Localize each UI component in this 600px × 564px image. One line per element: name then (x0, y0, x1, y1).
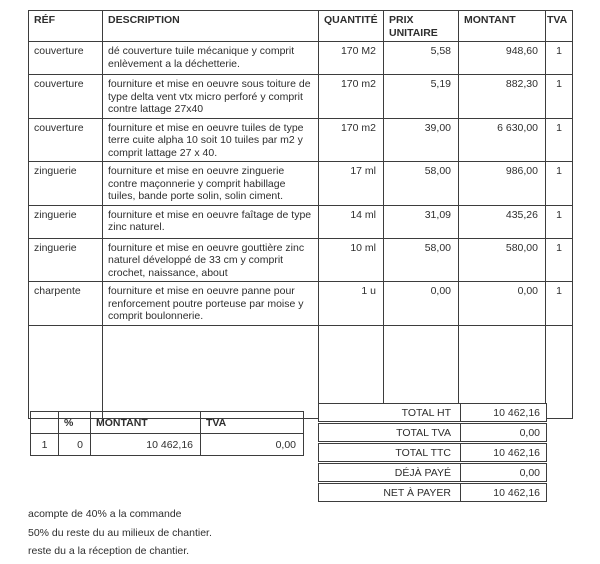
total-ht-value: 10 462,16 (460, 404, 546, 421)
ref-cell: charpente (29, 282, 103, 326)
tva-cell: 1 (546, 42, 573, 75)
payment-term-line: 50% du reste du au milieux de chantier. (28, 526, 212, 539)
deja-paye-value: 0,00 (460, 464, 546, 481)
table-row (29, 162, 573, 206)
total-ttc-value: 10 462,16 (460, 444, 546, 461)
quantity-cell: 170 M2 (319, 42, 384, 75)
header-tva: TVA (546, 11, 573, 42)
vat-data-row (31, 434, 304, 456)
ref-cell: zinguerie (29, 238, 103, 282)
vat-header-percent: % (59, 412, 91, 434)
quantity-cell: 10 ml (319, 238, 384, 282)
vat-percent-cell: 0 (59, 434, 91, 456)
total-tva-value: 0,00 (460, 424, 546, 441)
items-header-row (29, 11, 573, 42)
amount-cell: 948,60 (459, 42, 546, 75)
tva-cell: 1 (546, 75, 573, 119)
total-ttc-row (318, 443, 547, 462)
payment-term-line: reste du a la réception de chantier. (28, 545, 190, 557)
amount-cell: 0,00 (459, 282, 546, 326)
description-cell: fourniture et mise en oeuvre panne pour renforcement poutre porteuse par moise y comprit boulonnerie. (103, 282, 319, 326)
quantity-cell: 14 ml (319, 205, 384, 238)
description-cell: fourniture et mise en oeuvre zinguerie contre maçonnerie y comprit habillage tuiles, bande porte solin, solin ciment. (103, 162, 319, 206)
quantity-cell: 170 m2 (319, 118, 384, 162)
table-row (29, 75, 573, 119)
ref-cell: zinguerie (29, 205, 103, 238)
header-amount: MONTANT (459, 11, 546, 42)
total-ttc-label: TOTAL TTC (395, 446, 451, 459)
quantity-cell: 17 ml (319, 162, 384, 206)
vat-code-cell: 1 (31, 434, 59, 456)
quantity-cell: 170 m2 (319, 75, 384, 119)
unit-price-cell: 31,09 (384, 205, 459, 238)
total-ht-label: TOTAL HT (401, 406, 451, 419)
table-row (29, 205, 573, 238)
tva-cell: 1 (546, 238, 573, 282)
deja-paye-row (318, 463, 547, 482)
items-table (28, 10, 573, 419)
vat-header-code (31, 412, 59, 434)
description-cell: fourniture et mise en oeuvre faîtage de type zinc naturel. (103, 205, 319, 238)
description-cell: fourniture et mise en oeuvre sous toiture de type delta vent vtx micro perforé y comprit contre lattage 27x40 (103, 75, 319, 119)
payment-terms (28, 505, 212, 561)
net-a-payer-row (318, 483, 547, 502)
description-cell (103, 325, 319, 418)
total-tva-label: TOTAL TVA (396, 426, 451, 439)
unit-price-cell: 58,00 (384, 162, 459, 206)
vat-header-row (31, 412, 304, 434)
unit-price-cell: 5,58 (384, 42, 459, 75)
amount-cell: 882,30 (459, 75, 546, 119)
net-a-payer-value: 10 462,16 (460, 484, 546, 501)
deja-paye-label: DÉJÀ PAYÉ (394, 466, 451, 479)
amount-cell: 580,00 (459, 238, 546, 282)
tva-cell: 1 (546, 282, 573, 326)
amount-cell: 6 630,00 (459, 118, 546, 162)
table-row (29, 42, 573, 75)
header-description: DESCRIPTION (103, 11, 319, 42)
amount-cell: 435,26 (459, 205, 546, 238)
vat-header-tva: TVA (201, 412, 304, 434)
tva-cell: 1 (546, 205, 573, 238)
ref-cell (29, 325, 103, 418)
ref-cell: zinguerie (29, 162, 103, 206)
tva-cell: 1 (546, 162, 573, 206)
header-unit-price: PRIX UNITAIRE (384, 11, 459, 42)
header-ref: RÉF (29, 11, 103, 42)
unit-price-cell: 0,00 (384, 282, 459, 326)
total-ht-row (318, 403, 547, 422)
table-row (29, 238, 573, 282)
unit-price-cell: 5,19 (384, 75, 459, 119)
table-row (29, 282, 573, 326)
totals-block (318, 403, 547, 503)
net-a-payer-label: NET À PAYER (383, 486, 451, 499)
description-cell: dé couverture tuile mécanique y comprit enlèvement a la déchetterie. (103, 42, 319, 75)
description-cell: fourniture et mise en oeuvre gouttière zinc naturel développé de 33 cm y comprit crochet, naissance, about (103, 238, 319, 282)
tva-cell (546, 325, 573, 418)
vat-tva-cell: 0,00 (201, 434, 304, 456)
ref-cell: couverture (29, 118, 103, 162)
payment-term-line: acompte de 40% a la commande (28, 508, 182, 520)
unit-price-cell: 39,00 (384, 118, 459, 162)
ref-cell: couverture (29, 42, 103, 75)
vat-header-amount: MONTANT (91, 412, 201, 434)
amount-cell: 986,00 (459, 162, 546, 206)
header-quantity: QUANTITÉ (319, 11, 384, 42)
tva-cell: 1 (546, 118, 573, 162)
table-row (29, 118, 573, 162)
vat-summary-table (30, 411, 304, 456)
unit-price-cell: 58,00 (384, 238, 459, 282)
total-tva-row (318, 423, 547, 442)
description-cell: fourniture et mise en oeuvre tuiles de type terre cuite alpha 10 soit 10 tuiles par m2 y comprit lattage 27 x 40. (103, 118, 319, 162)
quantity-cell: 1 u (319, 282, 384, 326)
ref-cell: couverture (29, 75, 103, 119)
vat-amount-cell: 10 462,16 (91, 434, 201, 456)
